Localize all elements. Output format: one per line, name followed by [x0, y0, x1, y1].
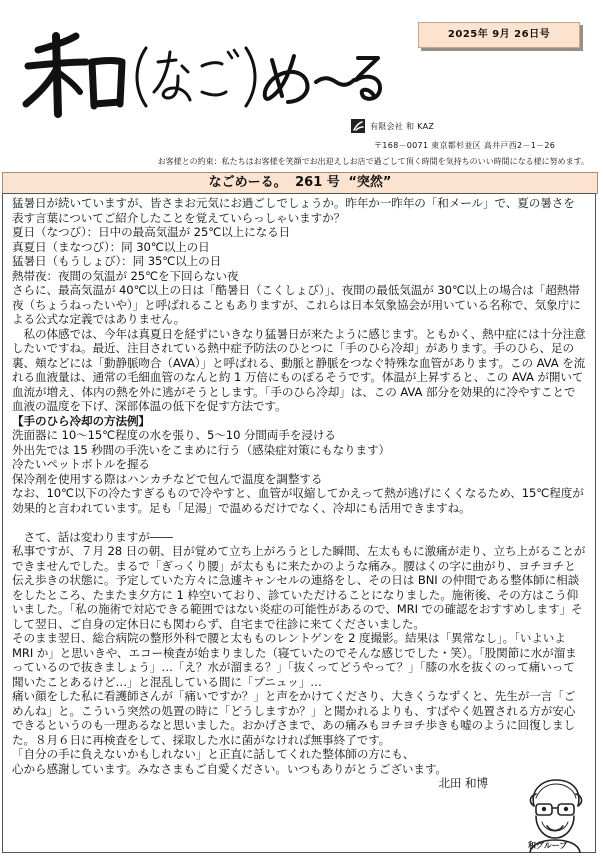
article-paragraph: 真夏日（まなつび）：同 30℃以上の日 — [12, 239, 210, 254]
article-paragraph: 洗面器に 10～15℃程度の水を張り、5～10 分間両手を浸ける — [12, 428, 336, 442]
article-paragraph: 外出先では 15 秒間の手洗いをこまめに行う（感染症対策にもなります） — [12, 442, 391, 457]
company-logo-icon — [351, 119, 365, 133]
article-paragraph: さらに、最高気温が 40℃以上の日は「酷暑日（こくしょび）」、夜間の最低気温が 30℃以上の場合は「超熱帯夜（ちょうねったいや）」と呼ばれることもありますが、これらは日本気象協会が用いている名称で、気象庁による公式な定義ではありません。 — [12, 283, 581, 326]
issue-title-bar — [2, 172, 598, 194]
article-paragraph: 夏日（なつび）：日中の最高気温が 25℃以上になる日 — [12, 225, 291, 239]
article-paragraph: 「自分の手に負えないかもしれない」と正直に話してくれた整体師の方にも、 — [12, 747, 415, 761]
article-paragraph: そのまま翌日、総合病院の整形外科で腰と太もものレントゲンを 2 度撮影。結果は「異常なし」。「いよいよ MRI か」と思いきや、エコー検査が始まりました（寝ていたのでそんな感じでした・笑）。「股関節に水が溜まっているので抜きましょう」…「え？水が溜まる？」「抜くってどうやって？」「膝の水を抜くのって痛いって聞いたことあるけど…」と混乱している間に「プニュッ」… — [12, 631, 577, 689]
mission-statement: お客様との約束：私たちはお客様を笑顔でお出迎えしお店で過ごして頂く時間を気持ちのいい時間になる様に努めます。 — [157, 157, 589, 166]
article-paragraph: 熱帯夜：夜間の気温が 25℃を下回らない夜 — [12, 268, 239, 283]
article-paragraph: 猛暑日が続いていますが、皆さまお元気にお過ごしでしょうか。昨年か一昨年の「和メール」で、夏の暑さを表す言葉についてご紹介したことを覚えていらっしゃいますか？ — [12, 196, 575, 225]
newsletter-logo — [18, 22, 388, 120]
article-paragraph: 冷たいペットボトルを握る — [12, 457, 150, 471]
group-label: 和グループ — [528, 841, 568, 850]
author-signature: 北田 和博 — [438, 776, 488, 790]
article-paragraph: さて、話は変わりますが―― — [12, 529, 173, 544]
company-address: 〒168－0071 東京都杉並区 高井戸西2－1－26 — [374, 141, 556, 150]
article-paragraph: なお、10℃以下の冷たすぎるもので冷やすと、血管が収縮してかえって熱が逃げにくくなるため、15℃程度が効果的と言われています。足も「足湯」で温めるだけでなく、冷却にも活用できますね。 — [12, 486, 584, 515]
article-body — [2, 193, 596, 853]
issue-theme: “突然” — [348, 175, 392, 190]
article-paragraph: 保冷剤を使用する際はハンカチなどで包んで温度を調整する — [12, 471, 323, 486]
company-name: 有限会社 和 KAZ — [370, 122, 435, 131]
article-paragraph: 私事ですが、７月 28 日の朝、目が覚めて立ち上がろうとした瞬間、左太ももに激痛が走り、立ち上がることができませんでした。まるで「ぎっくり腰」が太ももに来たかのような痛み。腰はくの字に曲がり、ヨチヨチと伝え歩きの状態に。予定していた方々に急遽キャンセルの連絡をし、その日は BNI の仲間である整体師に相談をしたところ、たまたま夕方に 1 枠空いており、診ていただけることになりました。施術後、その方はこう仰いました。「私の施術で対応できる範囲ではない炎症の可能性があるので、MRI での確認をおすすめします」そして翌日、ご自身の定休日にも関わらず、自宅まで往診に来てくださいました。 — [12, 544, 586, 631]
newsletter-name: なごめーる。 — [208, 175, 287, 190]
article-paragraph: 猛暑日（もうしょび）：同 35℃以上の日 — [12, 254, 222, 268]
article-paragraph: 私の体感では、今年は真夏日を経ずにいきなり猛暑日が来たように感じます。ともかく、熱中症には十分注意したいですね。最近、注目されている熱中症予防法のひとつに「手のひら冷却」があります。手のひら、足の裏、頬などには「動静脈吻合（AVA）」と呼ばれる、動脈と静脈をつなぐ特殊な血管があります。この AVA を流れる血液量は、通常の毛細血管のなんと約 1 万倍にものぼるそうです。体温が上昇すると、この AVA が開いて血流が増え、体内の熱を外に逃がそうとします。「手のひら冷却」は、この AVA 部分を効果的に冷やすことで血液の温度を下げ、深部体温の低下を促す方法です。 — [12, 326, 586, 413]
article-paragraph: 痛い顔をした私に看護師さんが「痛いですか？」と声をかけてくださり、大きくうなずくと、先生が一言「ごめんね」と。こういう突然の処置の時に「どうしますか？」と聞かれるよりも、すばやく処置される方が安心できるというのも一理あるなと思いました。おかげさまで、あの痛みもヨチヨチ歩きも嘘のように回復しました。８月６日に再検査をして、採取した水に菌がなければ無事終了です。 — [12, 689, 576, 747]
masthead — [0, 0, 603, 170]
issue-number: 261 号 — [295, 175, 340, 190]
article-paragraph: 心から感謝しています。みなさまもご自愛ください。いつもありがとうございます。 — [12, 761, 447, 776]
issue-date: 2025年 9月 26日号 — [418, 22, 580, 48]
section-heading: 【手のひら冷却の方法例】 — [12, 413, 150, 428]
paragraph-gap — [12, 515, 586, 530]
